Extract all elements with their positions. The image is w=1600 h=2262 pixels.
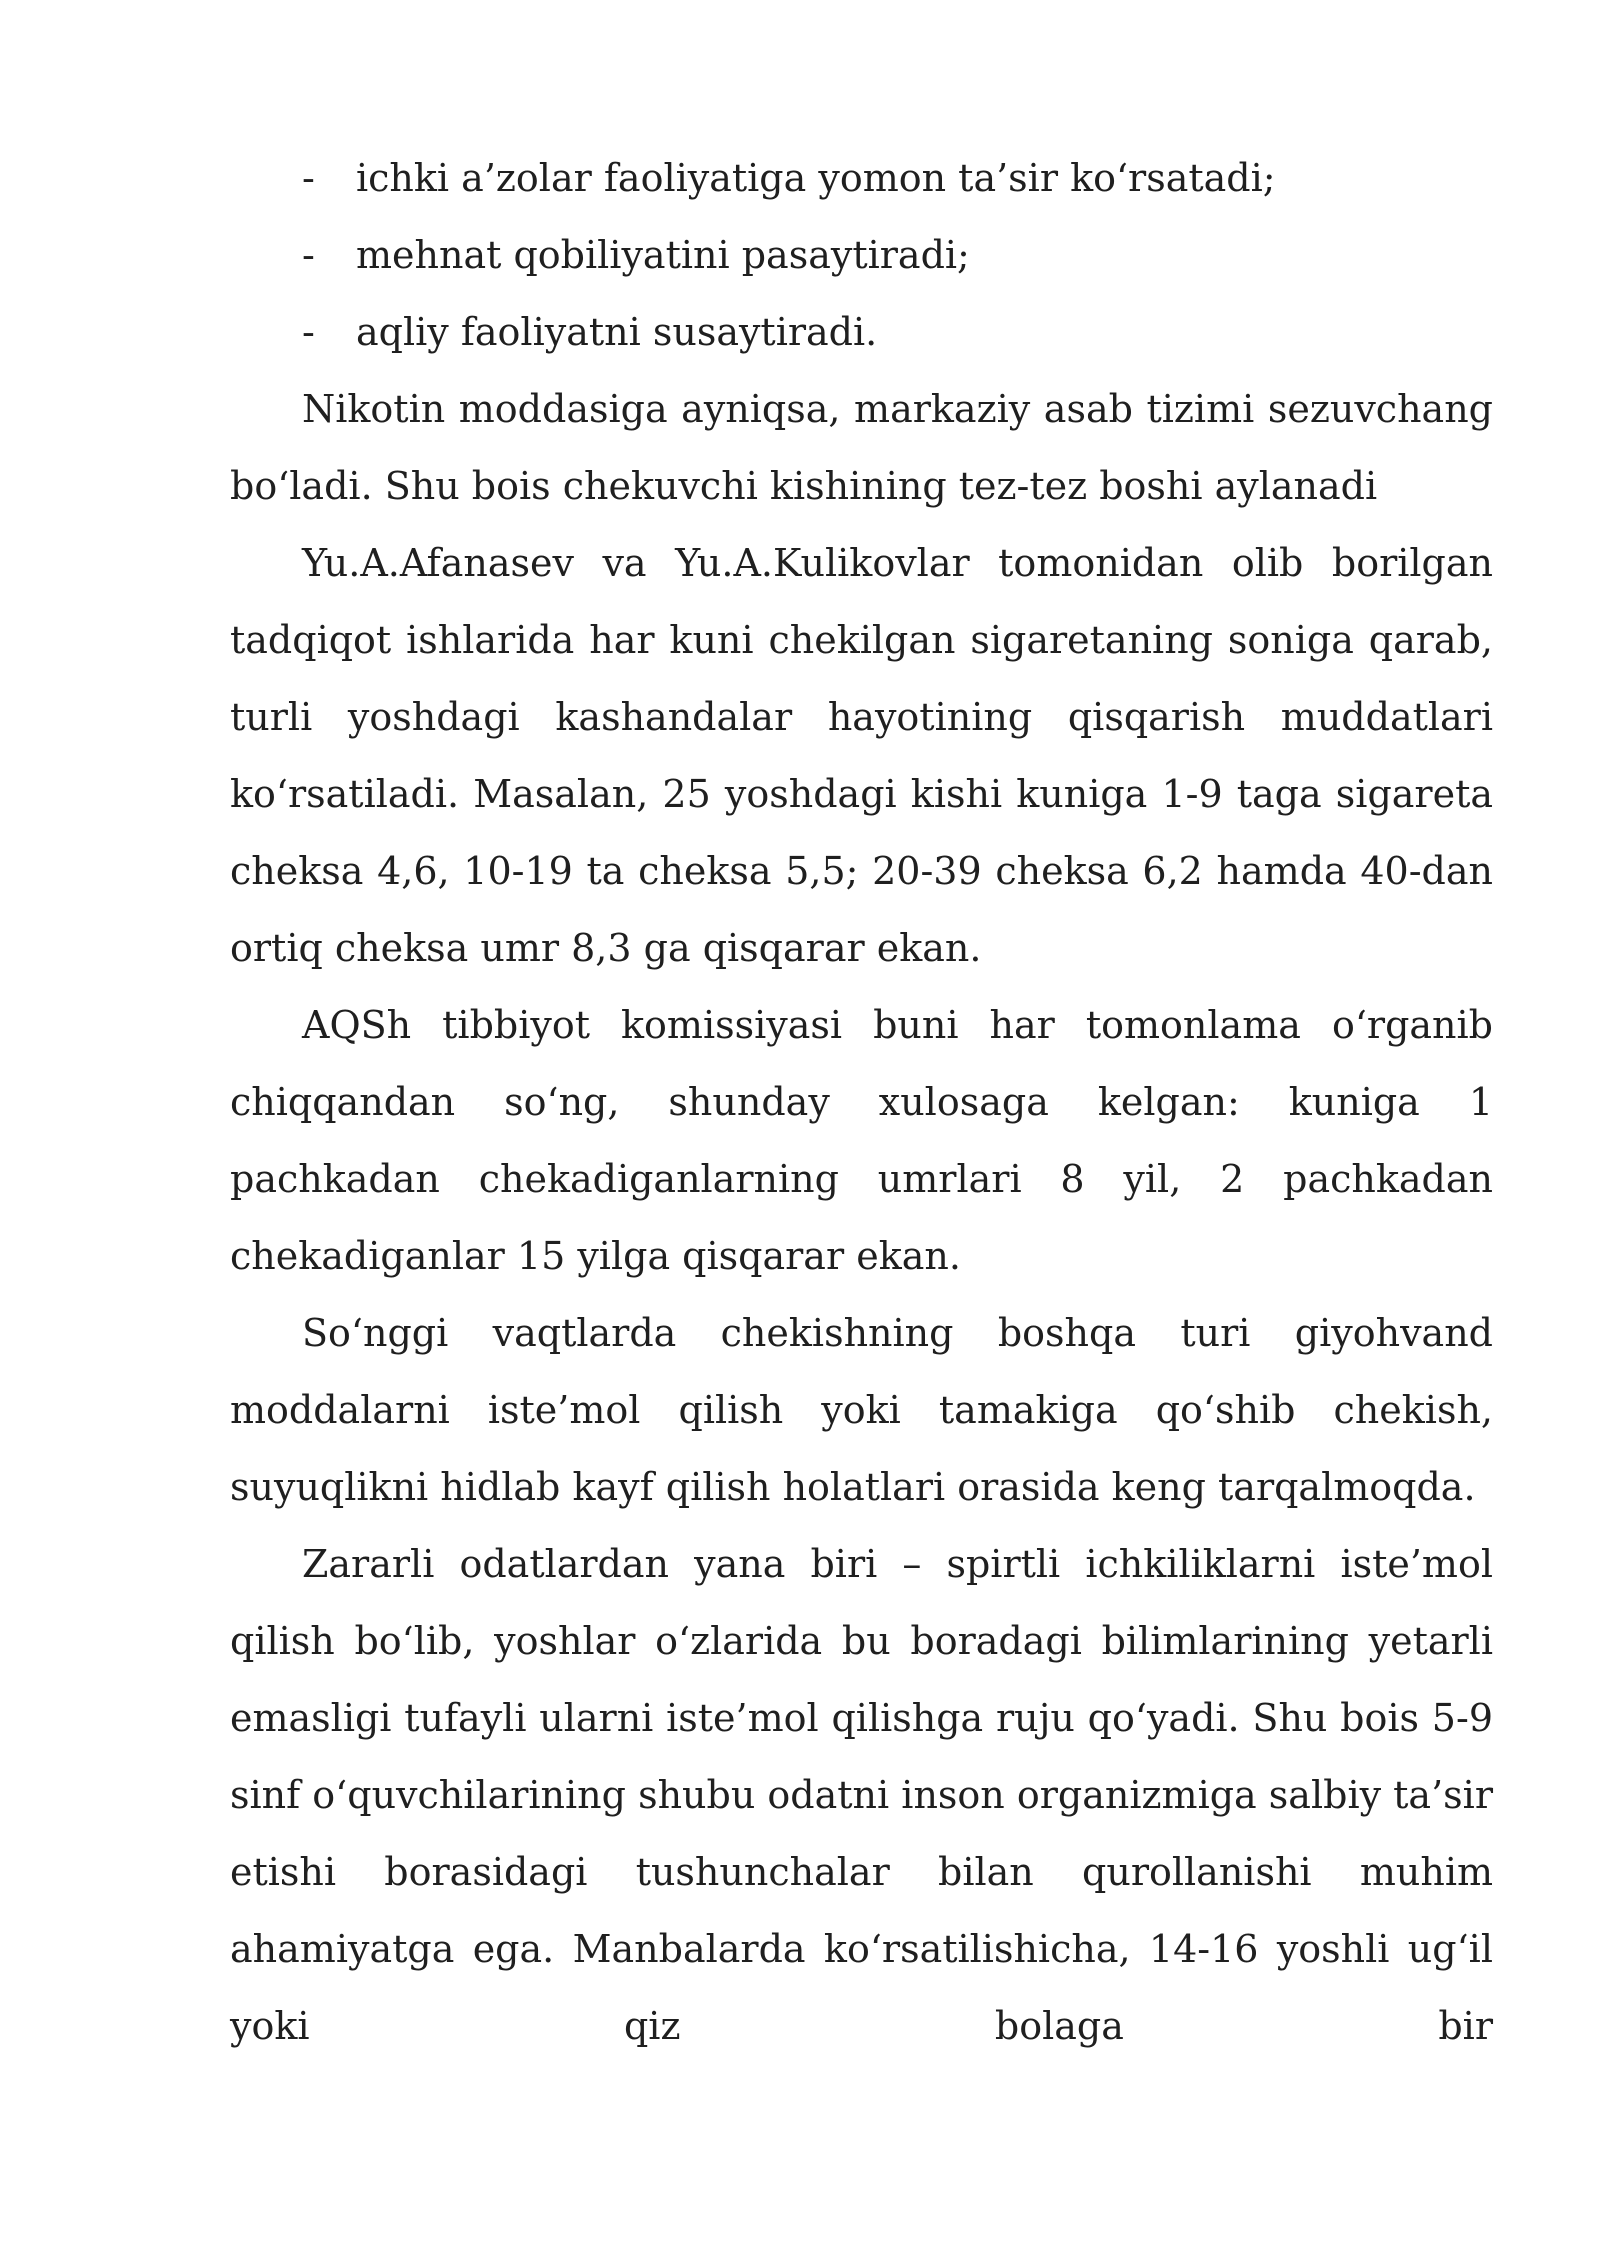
bullet-text: mehnat qobiliyatini pasaytiradi; [356,233,970,277]
bullet-text: aqliy faoliyatni susaytiradi. [356,310,878,354]
paragraph-usa-commission: AQSh tibbiyot komissiyasi buni har tomonlama o‘rganib chiqqandan so‘ng, shunday xulosaga kelgan: kuniga 1 pachkadan chekadiganlarning umrlari 8 yil, 2 pachkadan chekadiganlar 15 yilga qisqarar ekan. [230,1003,1493,1278]
paragraph-recent-drugs: So‘nggi vaqtlarda chekishning boshqa turi giyohvand moddalarni iste’mol qilish yoki tamakiga qo‘shib chekish, suyuqlikni hidlab kayf qilish holatlari orasida keng tarqalmoqda. [230,1311,1493,1509]
paragraph-nicotine: Nikotin moddasiga ayniqsa, markaziy asab tizimi sezuvchang bo‘ladi. Shu bois chekuvchi kishining tez-tez boshi aylanadi [230,387,1493,508]
paragraph-afanasev-study: Yu.A.Afanasev va Yu.A.Kulikovlar tomonidan olib borilgan tadqiqot ishlarida har kuni chekilgan sigaretaning soniga qarab, turli yoshdagi kashandalar hayotining qisqarish muddatlari ko‘rsatiladi. Masalan, 25 yoshdagi kishi kuniga 1-9 taga sigareta cheksa 4,6, 10-19 ta cheksa 5,5; 20-39 cheksa 6,2 hamda 40-dan ortiq cheksa umr 8,3 ga qisqarar ekan. [230,541,1493,970]
bullet-item [302,294,1493,371]
bullet-dash: - [302,156,315,200]
bullet-dash: - [302,233,315,277]
document-body [230,140,1493,2065]
bullet-item [302,217,1493,294]
paragraph-alcohol: Zararli odatlardan yana biri – spirtli ichkiliklarni iste’mol qilish bo‘lib, yoshlar o‘zlarida bu boradagi bilimlarining yetarli emasligi tufayli ularni iste’mol qilishga ruju qo‘yadi. Shu bois 5-9 sinf o‘quvchilarining shubu odatni inson organizmiga salbiy ta’sir etishi borasidagi tushunchalar bilan qurollanishi muhim ahamiyatga ega. Manbalarda ko‘rsatilishicha, 14-16 yoshli ug‘il yoki qiz bolaga bir [230,1542,1493,2048]
bullet-item [302,140,1493,217]
bullet-text: ichki a’zolar faoliyatiga yomon ta’sir ko‘rsatadi; [356,156,1276,200]
bullet-dash: - [302,310,315,354]
